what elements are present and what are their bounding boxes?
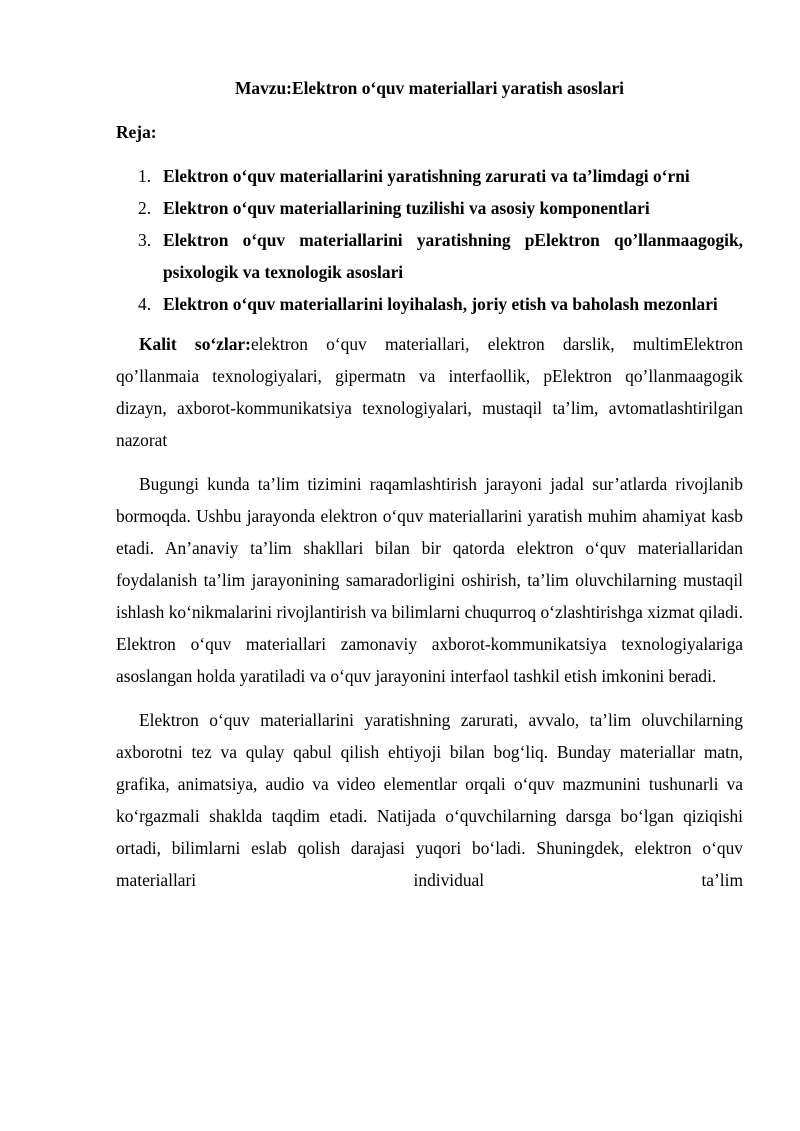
body-paragraph: Bugungi kunda ta’lim tizimini raqamlashtirish jarayoni jadal sur’atlarda rivojlanib bormoqda. Ushbu jarayonda elektron o‘quv materiallarini yaratish muhim ahamiyat kasb etadi. An’anaviy ta’lim shakllari bilan bir qatorda elektron o‘quv materiallaridan foydalanish ta’lim jarayonining samaradorligini oshirish, ta’lim oluvchilarning mustaqil ishlash ko‘nikmalarini rivojlantirish va bilimlarni chuqurroq o‘zlashtirishga xizmat qiladi. Elektron o‘quv materiallari zamonaviy axborot-kommunikatsiya texnologiyalariga asoslangan holda yaratiladi va o‘quv jarayonini interfaol tashkil etish imkonini beradi. (116, 474, 743, 686)
plan-item-number: 3. (138, 230, 152, 250)
plan-item-number: 1. (138, 166, 152, 186)
keywords-paragraph (116, 328, 743, 456)
body-paragraph: Elektron o‘quv materiallarini yaratishning zarurati, avvalo, ta’lim oluvchilarning axborotni tez va qulay qabul qilish ehtiyoji bilan bog‘liq. Bunday materiallar matn, grafika, animatsiya, audio va video elementlar orqali o‘quv mazmunini tushunarli va ko‘rgazmali shaklda taqdim etadi. Natijada o‘quvchilarning darsga bo‘lgan qiziqishi ortadi, bilimlarni eslab qolish darajasi yuqori bo‘ladi. Shuningdek, elektron o‘quv materiallari individual ta’lim (116, 710, 743, 890)
plan-list (116, 160, 743, 320)
plan-item (116, 224, 743, 288)
document-page (116, 72, 743, 908)
plan-item-number: 2. (138, 198, 152, 218)
plan-item-number: 4. (138, 294, 152, 314)
plan-item-text: Elektron o‘quv materiallarini yaratishning pElektron qo’llanmaagogik, psixologik va texnologik asoslari (163, 230, 743, 282)
plan-item (116, 288, 743, 320)
plan-item-text: Elektron o‘quv materiallarini loyihalash, joriy etish va baholash mezonlari (163, 294, 718, 314)
plan-item-text: Elektron o‘quv materiallarini yaratishning zarurati va ta’limdagi o‘rni (163, 166, 690, 186)
keywords-label: Kalit so‘zlar: (139, 334, 251, 354)
plan-label: Reja: (116, 122, 157, 142)
document-title: Mavzu:Elektron o‘quv materiallari yaratish asoslari (234, 78, 624, 98)
plan-item (116, 160, 743, 192)
keywords-text: elektron o‘quv materiallari, elektron darslik, multimElektron qo’llanmaia texnologiyalari, gipermatn va interfaollik, pElektron qo’llanmaagogik dizayn, axborot-kommunikatsiya texnologiyalari, mustaqil ta’lim, avtomatlashtirilgan nazorat (116, 334, 743, 450)
plan-item (116, 192, 743, 224)
plan-item-text: Elektron o‘quv materiallarining tuzilishi va asosiy komponentlari (163, 198, 650, 218)
